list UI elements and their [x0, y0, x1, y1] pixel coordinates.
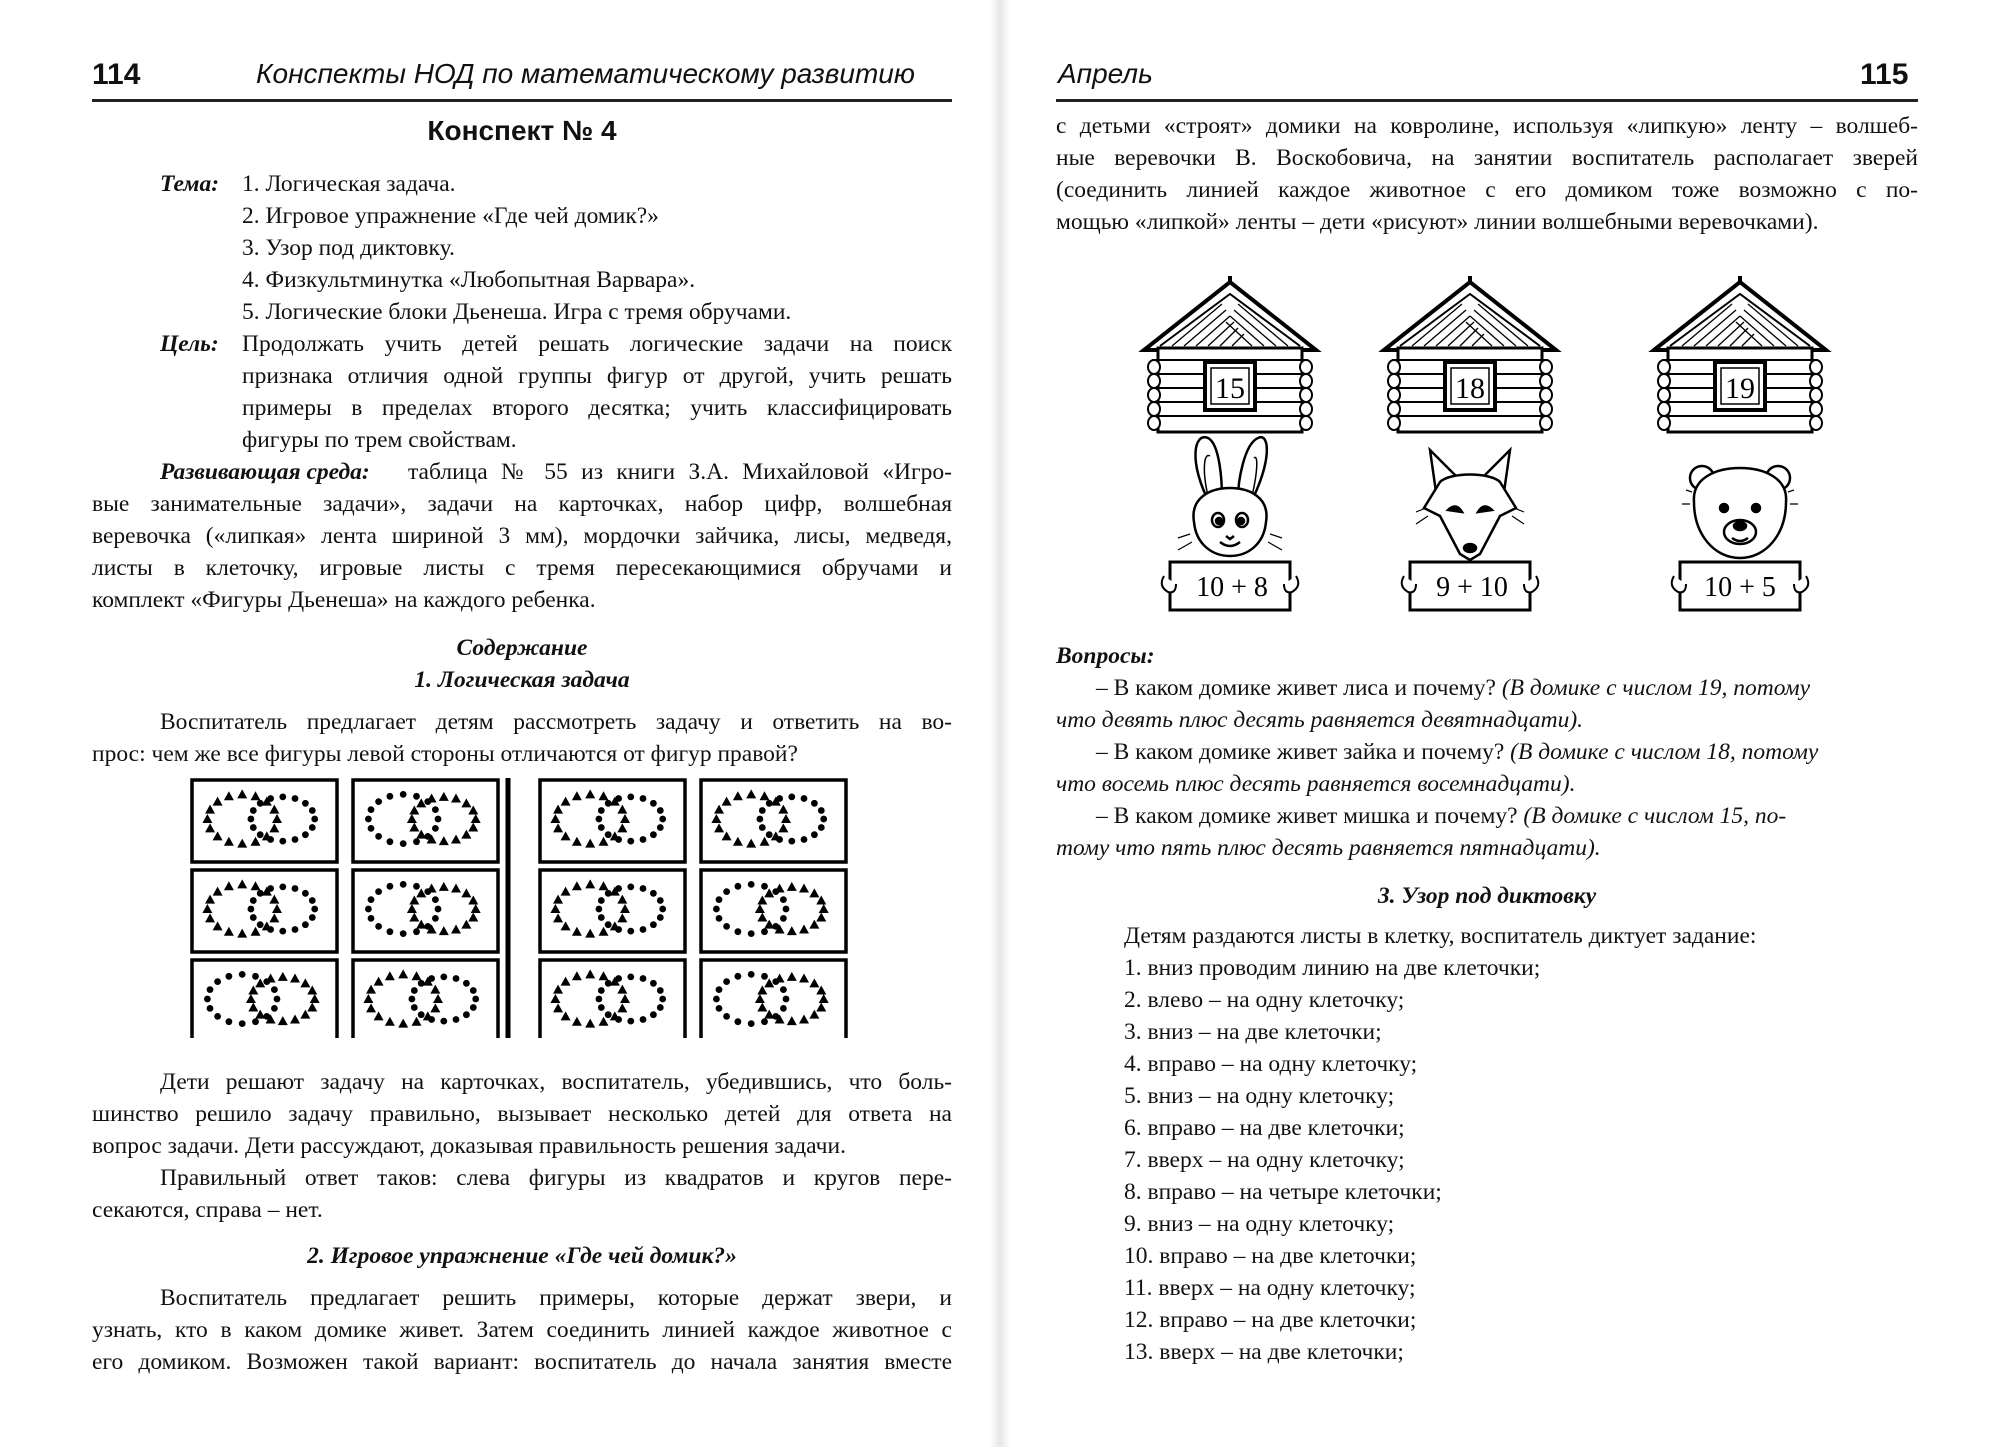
bear-face	[1682, 466, 1798, 558]
list-item: 12. вправо – на две клеточки;	[1124, 1307, 1417, 1333]
puzzle-card	[353, 870, 498, 952]
list-item: 6. вправо – на две клеточки;	[1124, 1115, 1405, 1141]
tema-item: 3. Узор под диктовку.	[242, 235, 455, 261]
question: – В каком домике живет мишка и почему?	[1096, 803, 1518, 829]
header-rule-left	[92, 99, 952, 102]
tema-label: Тема:	[160, 171, 220, 197]
paragraph-line: Дети решают задачу на карточках, воспитатель, убедившись, что боль-	[160, 1069, 952, 1095]
logic-puzzle-figure	[190, 778, 865, 1038]
answer-line: секаются, справа – нет.	[92, 1197, 323, 1223]
puzzle-card	[192, 960, 337, 1038]
list-item: 2. влево – на одну клеточку;	[1124, 987, 1405, 1013]
paragraph-line: с детьми «строят» домики на ковролине, используя «липкую» ленту – волшеб-	[1056, 113, 1918, 139]
paragraph-line: шинство решило задачу правильно, вызывает несколько детей для ответа на	[92, 1101, 952, 1127]
animal-expression: 10 + 8	[1196, 572, 1268, 603]
puzzle-card	[353, 780, 498, 862]
paragraph-line: (соединить линией каждое животное с его домиком тоже возможно с по-	[1056, 177, 1918, 203]
sreda-line: таблица № 55 из книги З.А. Михайловой «Игро-	[408, 459, 952, 485]
list-item: 13. вверх – на две клеточки;	[1124, 1339, 1404, 1365]
list-item: 3. вниз – на две клеточки;	[1124, 1019, 1382, 1045]
house-number: 19	[1725, 372, 1755, 405]
sreda-line: вые занимательные задачи», задачи на карточках, набор цифр, волшебная	[92, 491, 952, 517]
cel-line: Продолжать учить детей решать логические задачи на поиск	[242, 331, 952, 357]
list-item: 4. вправо – на одну клеточку;	[1124, 1051, 1418, 1077]
answer: (В домике с числом 19, потому	[1501, 675, 1811, 701]
page-number-right: 115	[1860, 58, 1909, 91]
houses-animals-figure	[1100, 272, 1900, 622]
list-item: 8. вправо – на четыре клеточки;	[1124, 1179, 1442, 1205]
page-number-left: 114	[92, 58, 141, 91]
list-item: 1. вниз проводим линию на две клеточки;	[1124, 955, 1541, 981]
question-line	[1096, 672, 1810, 704]
section-heading: 3. Узор под диктовку	[1377, 883, 1597, 909]
paragraph-line: мощью «липкой» ленты – дети «рисуют» линии волшебными веревочками).	[1056, 209, 1819, 235]
page-title: Конспект № 4	[427, 115, 617, 146]
right-page	[1000, 0, 2000, 1447]
cel-line: признака отличия одной группы фигур от другой, учить решать	[242, 363, 952, 389]
puzzle-card	[192, 780, 337, 862]
section-heading: 2. Игровое упражнение «Где чей домик?»	[307, 1243, 737, 1269]
animal-expression: 9 + 10	[1436, 572, 1508, 603]
house	[1144, 276, 1316, 432]
sreda-line: листы в клеточку, игровые листы с тремя пересекающимися обручами и	[92, 555, 952, 581]
sreda-line: веревочка («липкая» лента шириной 3 мм), мордочки зайчика, лисы, медведя,	[92, 523, 952, 549]
answer-line: что девять плюс десять равняется девятнадцати).	[1056, 707, 1584, 733]
section-heading: 1. Логическая задача	[414, 667, 630, 693]
answer-line: Правильный ответ таков: слева фигуры из квадратов и кругов пере-	[160, 1165, 952, 1191]
paragraph-line: ные веревочки В. Воскобовича, на занятии воспитатель располагает зверей	[1056, 145, 1918, 171]
hare-face	[1178, 437, 1282, 556]
puzzle-card	[701, 960, 846, 1038]
puzzle-card	[701, 780, 846, 862]
house	[1654, 276, 1826, 432]
paragraph-line: его домиком. Возможен такой вариант: воспитатель до начала занятия вместе	[92, 1349, 952, 1375]
list-item: 7. вверх – на одну клеточку;	[1124, 1147, 1405, 1173]
question-line	[1096, 800, 1786, 832]
cel-line: фигуры по трем свойствам.	[242, 427, 517, 453]
answer: (В домике с числом 18, потому	[1510, 739, 1819, 765]
tema-item: 5. Логические блоки Дьенеша. Игра с тремя обручами.	[242, 299, 792, 325]
house-number: 18	[1455, 372, 1485, 405]
fox-face	[1416, 450, 1524, 560]
answer-line: что восемь плюс десять равняется восемнадцати).	[1056, 771, 1576, 797]
tema-item: 2. Игровое упражнение «Где чей домик?»	[242, 203, 659, 229]
paragraph-line: прос: чем же все фигуры левой стороны отличаются от фигур правой?	[92, 741, 798, 767]
question: – В каком домике живет лиса и почему?	[1096, 675, 1496, 701]
paragraph-line: Детям раздаются листы в клетку, воспитатель диктует задание:	[1124, 923, 1757, 949]
list-item: 5. вниз – на одну клеточку;	[1124, 1083, 1395, 1109]
paragraph-line: Воспитатель предлагает детям рассмотреть задачу и ответить на во-	[160, 709, 952, 735]
answer-line: тому что пять плюс десять равняется пятнадцати).	[1056, 835, 1601, 861]
puzzle-card	[540, 960, 685, 1038]
content-heading: Содержание	[456, 635, 588, 661]
puzzle-card	[192, 870, 337, 952]
tema-item: 1. Логическая задача.	[242, 171, 456, 197]
list-item: 11. вверх – на одну клеточку;	[1124, 1275, 1416, 1301]
puzzle-card	[540, 780, 685, 862]
paragraph-line: вопрос задачи. Дети рассуждают, доказывая правильность решения задачи.	[92, 1133, 846, 1159]
puzzle-card	[540, 870, 685, 952]
cel-line: примеры в пределах второго десятка; учить классифицировать	[242, 395, 952, 421]
running-title-right: Апрель	[1058, 58, 1153, 89]
paragraph-line: Воспитатель предлагает решить примеры, которые держат звери, и	[160, 1285, 952, 1311]
questions-label: Вопросы:	[1056, 643, 1155, 669]
puzzle-card	[701, 870, 846, 952]
paragraph-line: узнать, кто в каком домике живет. Затем соединить линией каждое животное с	[92, 1317, 952, 1343]
house	[1384, 276, 1556, 432]
house-number: 15	[1215, 372, 1245, 405]
question: – В каком домике живет зайка и почему?	[1096, 739, 1505, 765]
list-item: 9. вниз – на одну клеточку;	[1124, 1211, 1395, 1237]
cel-label: Цель:	[160, 331, 219, 357]
animal-expression: 10 + 5	[1704, 572, 1776, 603]
running-title-left: Конспекты НОД по математическому развитию	[256, 58, 915, 89]
puzzle-card	[353, 960, 498, 1038]
sreda-label: Развивающая среда:	[160, 459, 370, 485]
list-item: 10. вправо – на две клеточки;	[1124, 1243, 1417, 1269]
header-rule-right	[1056, 99, 1918, 102]
tema-item: 4. Физкультминутка «Любопытная Варвара».	[242, 267, 696, 293]
question-line	[1096, 736, 1818, 768]
sreda-line: комплект «Фигуры Дьенеша» на каждого ребенка.	[92, 587, 596, 613]
answer: (В домике с числом 15, по-	[1523, 803, 1787, 829]
